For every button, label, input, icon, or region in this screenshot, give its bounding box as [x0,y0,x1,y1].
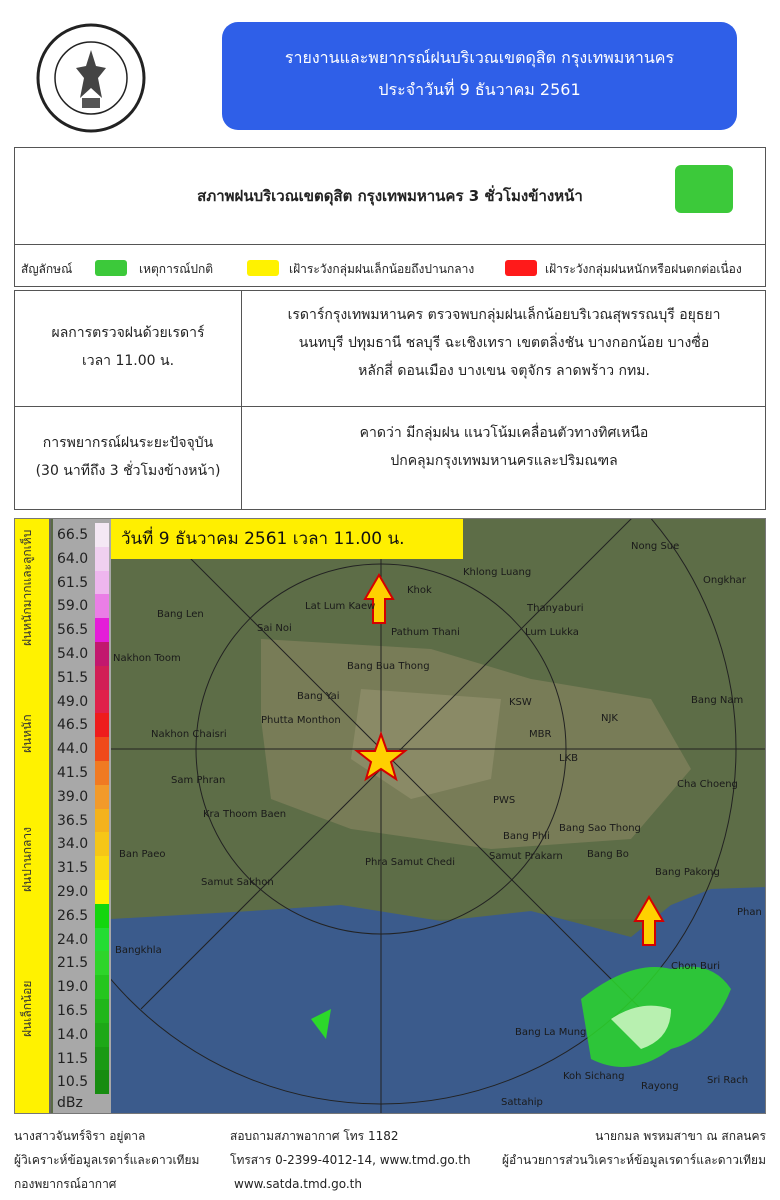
scale-swatch [95,523,109,547]
scale-swatch [95,832,109,856]
scale-group-moderate: ฝนปานกลาง [20,826,34,892]
scale-value: 49.0 [57,693,89,710]
scale-value: 21.5 [57,955,89,972]
map-place-label: Samut Sakhon [201,877,274,888]
report-date: ประจำวันที่ 9 ธันวาคม 2561 [378,80,581,99]
scale-swatch [95,666,109,690]
status-title: สภาพฝนบริเวณเขตดุสิต กรุงเทพมหานคร 3 ชั่วโมงข้างหน้า [197,187,583,205]
scale-value: 11.5 [57,1050,89,1067]
scale-value: 14.0 [57,1026,89,1043]
scale-value: 10.5 [57,1074,89,1091]
radar-result-label: ผลการตรวจฝนด้วยเรดาร์ เวลา 11.00 น. [51,325,205,369]
info-table [14,290,766,510]
scale-swatch [95,880,109,904]
status-indicator [675,165,733,213]
map-place-label: Bang Pakong [655,867,720,878]
map-place-label: Bang Phli [503,831,550,842]
map-place-label: Lat Lum Kaew [305,601,376,612]
scale-value: 19.0 [57,979,89,996]
scale-value: 66.5 [57,527,89,543]
scale-swatch [95,737,109,761]
map-place-label: Kra Thoom Baen [203,809,287,820]
map-place-label: Bangkhla [115,945,162,956]
map-place-label: Bang Sao Thong [559,823,641,834]
map-place-label: Cha Choeng [677,779,738,790]
map-place-label: Nakhon Toom [113,653,181,664]
scale-swatch [95,809,109,833]
scale-group-light: ฝนเล็กน้อย [20,980,34,1038]
map-place-label: MBR [529,729,552,740]
scale-swatch [95,571,109,595]
scale-swatch [95,594,109,618]
scale-swatch [95,761,109,785]
report-header [222,22,737,130]
map-place-label: Phan [737,907,762,918]
scale-value: 56.5 [57,622,89,639]
legend-label: สัญลักษณ์ [21,262,73,276]
scale-swatch [95,1047,109,1071]
map-place-label: Bang Yai [297,691,340,702]
legend-swatch-moderate [247,260,279,276]
scale-swatch [95,856,109,880]
scale-value: 54.0 [57,646,89,662]
analyst-info: นางสาวจันทร์จิรา อยู่ตาล ผู้วิเคราะห์ข้อมูลเรดาร์และดาวเทียม กองพยากรณ์อากาศ [14,1129,200,1191]
map-place-label: Ban Paeo [119,849,166,860]
scale-swatch [95,690,109,714]
scale-value: 24.0 [57,931,89,948]
forecast-label: การพยากรณ์ฝนระยะปัจจุบัน (30 นาทีถึง 3 ชั่วโมงข้างหน้า) [35,435,221,479]
scale-unit: dBz [57,1095,83,1111]
scale-value: 51.5 [57,669,89,686]
scale-swatch [95,928,109,952]
map-place-label: Bang Bo [587,849,629,860]
scale-swatch [95,713,109,737]
legend-swatch-heavy [505,260,537,276]
map-place-label: Bang Bua Thong [347,661,430,672]
report-title: รายงานและพยากรณ์ฝนบริเวณเขตดุสิต กรุงเทพมหานคร [284,48,675,67]
scale-swatch [95,785,109,809]
scale-group-heavy: ฝนหนัก [20,714,34,754]
scale-value: 36.5 [57,812,89,829]
map-place-label: Bang Nam [691,695,744,706]
map-place-label: Sai Noi [257,623,292,634]
scale-value: 41.5 [57,765,89,781]
scale-swatch [95,547,109,571]
map-place-label: Bang Len [157,609,204,620]
scale-value: 61.5 [57,574,89,591]
scale-value: 31.5 [57,860,89,877]
scale-value: 29.0 [57,884,89,900]
scale-value: 59.0 [57,598,89,615]
legend-item-heavy: เฝ้าระวังกลุ่มฝนหนักหรือฝนตกต่อเนื่อง [545,262,742,276]
scale-value: 39.0 [57,788,89,805]
map-place-label: Nakhon Chaisri [151,729,227,740]
map-place-label: Bang La Mung [515,1027,587,1038]
map-place-label: Koh Sichang [563,1071,625,1082]
forecast-text: คาดว่า มีกลุ่มฝน แนวโน้มเคลื่อนตัวทางทิศเหนือ ปกคลุมกรุงเทพมหานครและปริมณฑล [359,425,649,469]
map-place-label: Khok [407,585,432,596]
map-place-label: Chon Buri [671,961,721,972]
map-place-label: NJK [601,713,618,724]
scale-value: 26.5 [57,907,89,924]
radar-image [14,518,766,1114]
scale-swatch [95,975,109,999]
scale-group-extreme: ฝนหนักมากและลูกเห็บ [20,529,34,647]
dbz-scale [53,519,111,1114]
map-place-label: Lum Lukka [525,627,579,638]
map-place-label: Thanyaburi [527,603,584,614]
scale-value: 44.0 [57,741,89,758]
radar-timestamp: วันที่ 9 ธันวาคม 2561 เวลา 11.00 น. [111,519,463,559]
scale-group-labels [15,519,51,1114]
scale-value: 64.0 [57,550,89,567]
status-panel [14,147,766,287]
map-place-label: Phra Samut Chedi [365,857,456,868]
legend-item-normal: เหตุการณ์ปกติ [139,262,214,276]
scale-swatch [95,642,109,666]
contact-info: สอบถามสภาพอากาศ โทร 1182 โทรสาร 0-2399-4012-14, www.tmd.go.th www.satda.tmd.go.th [230,1129,471,1191]
map-place-label: Nong Sue [631,541,680,552]
tmd-logo [32,22,150,134]
radar-result-text: เรดาร์กรุงเทพมหานคร ตรวจพบกลุ่มฝนเล็กน้อยบริเวณสุพรรณบุรี อยุธยา นนทบุรี ปทุมธานี ชลบุรี ฉะเชิงเทรา เขตตลิ่งชัน บางกอกน้อย บางซื่อ หลักสี่ ดอนเมือง บางเขน จตุจักร ลาดพร้าว กทม. [287,307,721,379]
scale-swatch [95,1070,109,1094]
scale-swatch [95,904,109,928]
radar-map [111,519,766,1114]
scale-swatch [95,1023,109,1047]
map-place-label: Rayong [641,1081,679,1092]
legend [21,258,759,278]
scale-swatch [95,951,109,975]
map-place-label: Khlong Luang [463,567,532,578]
map-place-label: LKB [559,753,578,764]
scale-value: 46.5 [57,717,89,734]
map-place-label: Sri Rach [707,1075,749,1086]
map-place-label: Ongkhar [703,575,746,586]
legend-item-moderate: เฝ้าระวังกลุ่มฝนเล็กน้อยถึงปานกลาง [289,262,475,276]
scale-swatch [95,999,109,1023]
map-place-label: KSW [509,697,532,708]
map-place-label: Pathum Thani [391,627,460,638]
legend-swatch-normal [95,260,127,276]
scale-swatch [95,618,109,642]
scale-value: 16.5 [57,1003,89,1019]
scale-value: 34.0 [57,836,89,853]
director-info: นายกมล พรหมสาขา ณ สกลนคร ผู้อำนวยการส่วนวิเคราะห์ข้อมูลเรดาร์และดาวเทียม [501,1129,766,1167]
map-place-label: Sattahip [501,1097,543,1108]
divider [15,244,765,245]
map-place-label: Samut Prakarn [489,851,563,862]
map-place-label: Phutta Monthon [261,715,341,726]
map-place-label: Sam Phran [171,775,226,786]
map-place-label: PWS [493,795,516,806]
